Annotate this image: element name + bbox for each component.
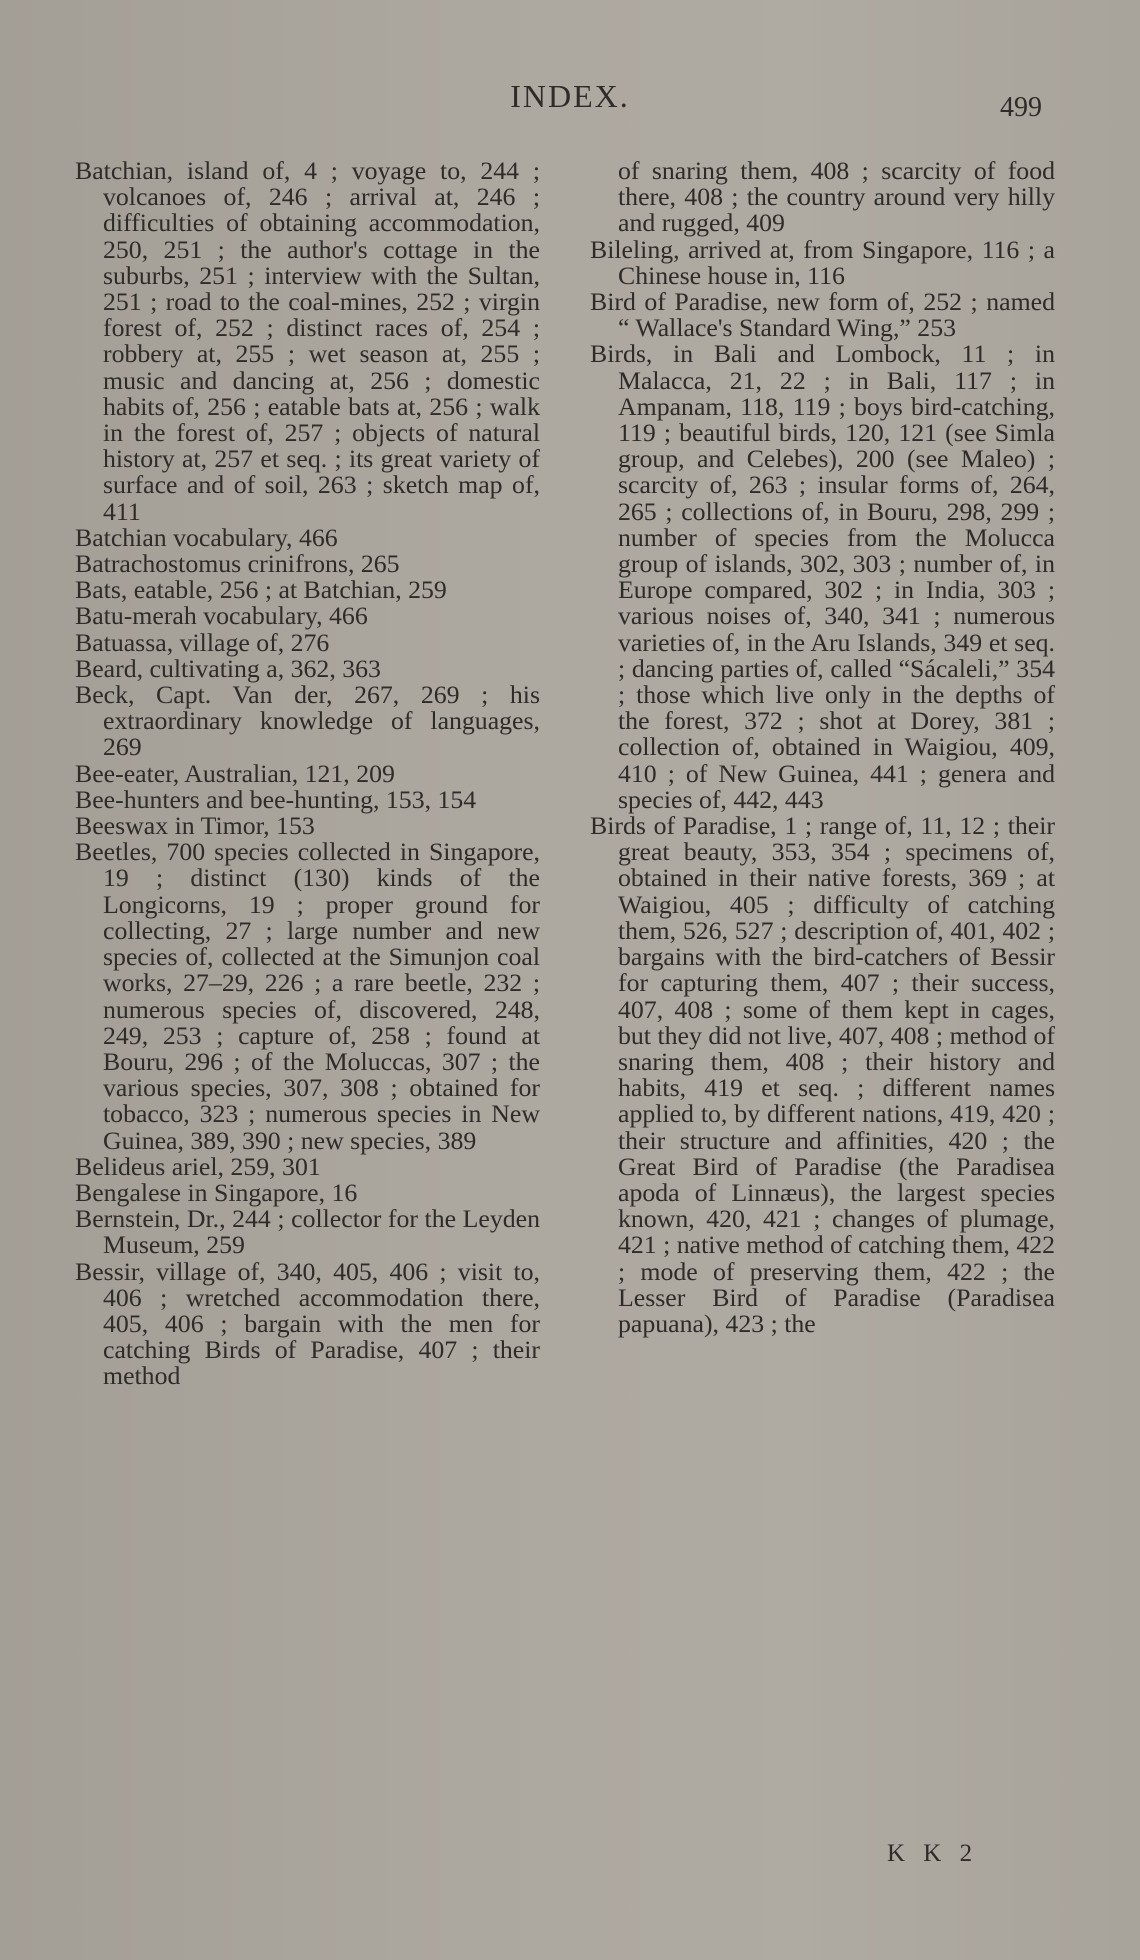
- index-entry: Beck, Capt. Van der, 267, 269 ; his extraordinary knowledge of languages, 269: [75, 680, 540, 762]
- running-title: INDEX.: [510, 78, 630, 114]
- index-column-right: [590, 158, 1055, 1337]
- index-entry: Bee-eater, Australian, 121, 209: [75, 758, 395, 788]
- index-entry: Birds, in Bali and Lombock, 11 ; in Malacca, 21, 22 ; in Bali, 117 ; in Ampanam, 118, 119 ; boys bird-catching, 119 ; beautiful birds, 120, 121 (see Simla group, and Celebes), 200 (see Maleo) ; scarcity of, 263 ; insular forms of, 264, 265 ; collections of, in Bouru, 298, 299 ; number of species from the Molucca group of islands, 302, 303 ; number of, in Europe compared, 302 ; in India, 303 ; various noises of, 340, 341 ; numerous varieties of, in the Aru Islands, 349 et seq. ; dancing parties of, called “Sácaleli,” 354 ; those which live only in the depths of the forest, 372 ; shot at Dorey, 381 ; collection of, obtained in Waigiou, 409, 410 ; of New Guinea, 441 ; genera and species of, 442, 443: [590, 339, 1055, 814]
- index-entry: Batchian vocabulary, 466: [75, 522, 338, 552]
- index-entry: Batuassa, village of, 276: [75, 627, 330, 657]
- index-entry: Beeswax in Timor, 153: [75, 811, 315, 841]
- index-entry: Bats, eatable, 256 ; at Batchian, 259: [75, 575, 447, 605]
- index-entry: Batu-merah vocabulary, 466: [75, 601, 368, 631]
- index-entry: Birds of Paradise, 1 ; range of, 11, 12 ; their great beauty, 353, 354 ; specimens of, obtained in their native forests, 369 ; at Waigiou, 405 ; difficulty of catching them, 526, 527 ; description of, 401, 402 ; bargains with the bird-catchers of Bessir for capturing them, 407 ; their success, 407, 408 ; some of them kept in cages, but they did not live, 407, 408 ; method of snaring them, 408 ; their history and habits, 419 et seq. ; different names applied to, by different nations, 419, 420 ; their structure and affinities, 420 ; the Great Bird of Paradise (the Paradisea apoda of Linnæus), the largest species known, 420, 421 ; changes of plumage, 421 ; native method of catching them, 422 ; mode of preserving them, 422 ; the Lesser Bird of Paradise (Paradisea papuana), 423 ; the: [590, 811, 1056, 1338]
- index-entry: Beetles, 700 species collected in Singapore, 19 ; distinct (130) kinds of the Longicorns, 19 ; proper ground for collecting, 27 ; large number and new species of, collected at the Simunjon coal works, 27–29, 226 ; a rare beetle, 232 ; numerous species of, discovered, 248, 249, 253 ; capture of, 258 ; found at Bouru, 296 ; of the Moluccas, 307 ; the various species, 307, 308 ; obtained for tobacco, 323 ; numerous species in New Guinea, 389, 390 ; new species, 389: [75, 837, 540, 1155]
- index-entry: Bernstein, Dr., 244 ; collector for the Leyden Museum, 259: [75, 1204, 540, 1260]
- index-entry: Bird of Paradise, new form of, 252 ; named “ Wallace's Standard Wing,” 253: [590, 287, 1055, 343]
- index-entry: Batchian, island of, 4 ; voyage to, 244 ; volcanoes of, 246 ; arrival at, 246 ; difficulties of obtaining accommodation, 250, 251 ; the author's cottage in the suburbs, 251 ; interview with the Sultan, 251 ; road to the coal-mines, 252 ; virgin forest of, 252 ; distinct races of, 254 ; robbery at, 255 ; wet season at, 255 ; music and dancing at, 256 ; domestic habits of, 256 ; eatable bats at, 256 ; walk in the forest of, 257 ; objects of natural history at, 257 et seq. ; its great variety of surface and of soil, 263 ; sketch map of, 411: [75, 156, 540, 526]
- index-entry: Beard, cultivating a, 362, 363: [75, 653, 381, 683]
- index-entry: Bee-hunters and bee-hunting, 153, 154: [75, 784, 477, 814]
- index-entry: Bileling, arrived at, from Singapore, 116 ; a Chinese house in, 116: [590, 234, 1055, 290]
- index-entry: Belideus ariel, 259, 301: [75, 1151, 321, 1181]
- index-entry: Bessir, village of, 340, 405, 406 ; visit to, 406 ; wretched accommodation there, 405, 406 ; bargain with the men for catching Birds of Paradise, 407 ; their method: [75, 1256, 540, 1391]
- page-number: 499: [1000, 92, 1042, 123]
- index-entry-continued: of snaring them, 408 ; scarcity of food there, 408 ; the country around very hilly and rugged, 409: [618, 156, 1055, 238]
- index-entry: Bengalese in Singapore, 16: [75, 1177, 358, 1207]
- index-column-left: [75, 158, 540, 1390]
- signature-mark: K K 2: [887, 1840, 979, 1867]
- index-entry: Batrachostomus crinifrons, 265: [75, 549, 400, 579]
